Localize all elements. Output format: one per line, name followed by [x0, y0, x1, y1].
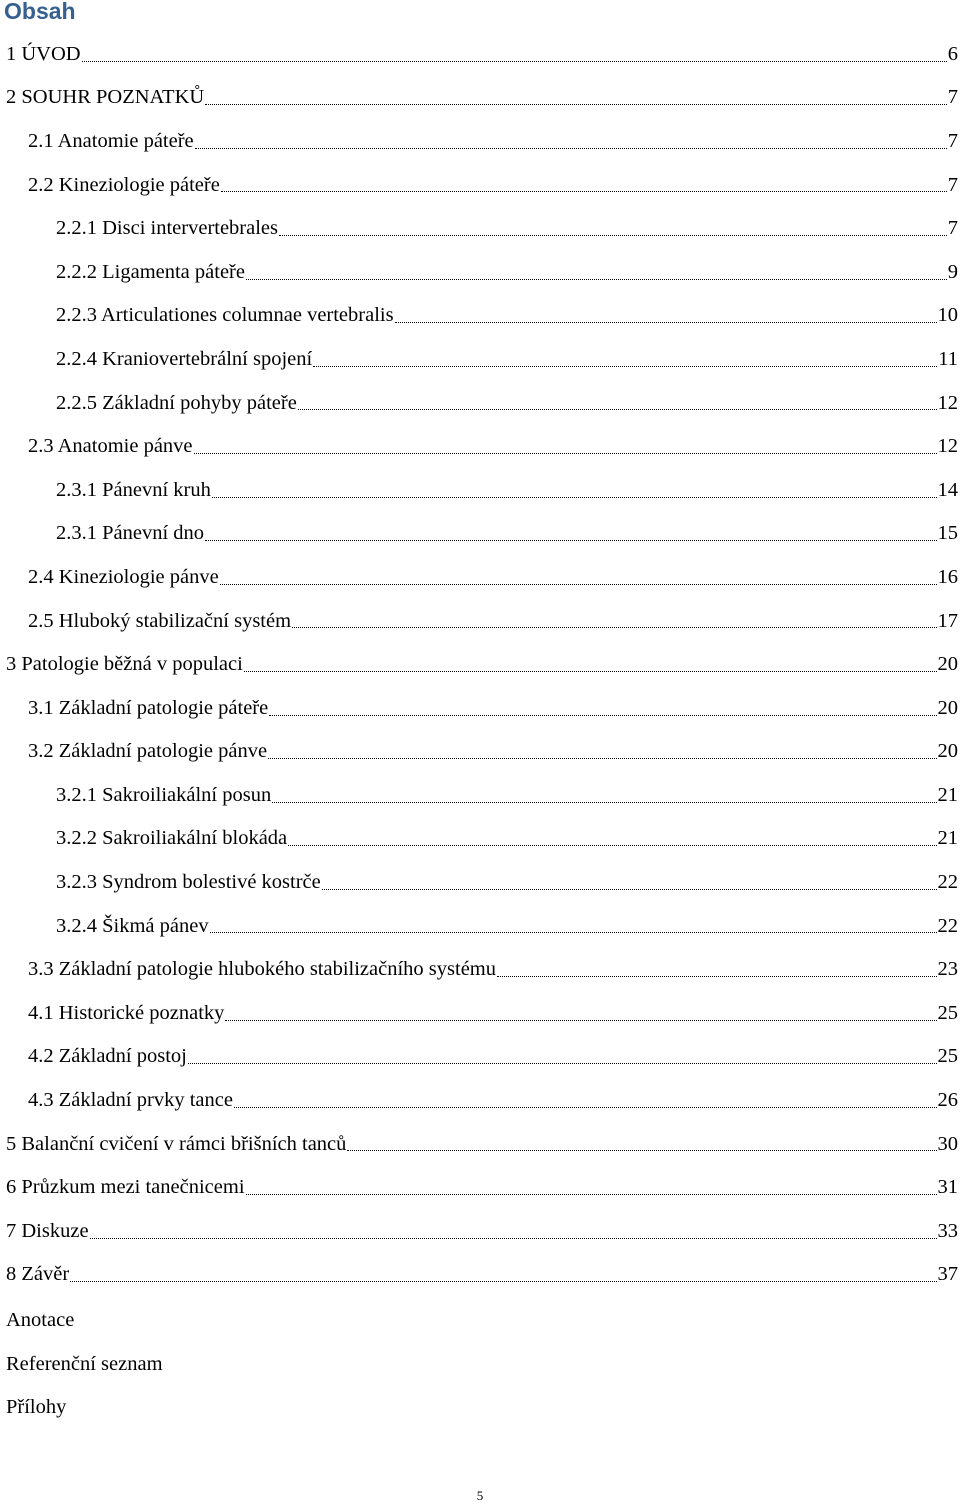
toc-entry-page: 21: [937, 827, 958, 850]
toc-entry-title: 2.3.1 Pánevní dno: [56, 522, 205, 545]
toc-entry-title: 7 Diskuze: [6, 1219, 89, 1242]
toc-entry-page: 23: [937, 958, 958, 981]
dot-leader: [205, 539, 936, 541]
toc-entry-title: 2.3.1 Pánevní kruh: [56, 478, 211, 501]
toc-entry[interactable]: [0, 555, 960, 599]
toc-entry-title: 3.1 Základní patologie páteře: [28, 696, 269, 719]
dot-leader: [313, 365, 937, 367]
toc-entry-page: 20: [937, 653, 958, 676]
toc-entry[interactable]: [0, 642, 960, 686]
toc-entry-page: 12: [937, 391, 958, 414]
toc-entry-page: 9: [947, 260, 958, 283]
toc-entry[interactable]: [0, 1122, 960, 1166]
toc-entry-page: 7: [947, 173, 958, 196]
toc-entry-title: 2.5 Hluboký stabilizační systém: [28, 609, 292, 632]
toc-entry-title: 2.3 Anatomie pánve: [28, 435, 193, 458]
toc-entry[interactable]: [0, 1253, 960, 1297]
toc-entry-page: 20: [937, 696, 958, 719]
toc-entry-page: 25: [937, 1045, 958, 1068]
toc-entry-title: 2.4 Kineziologie pánve: [28, 565, 219, 588]
toc-entry-title: 3.2 Základní patologie pánve: [28, 740, 268, 763]
toc-entry-page: 30: [937, 1132, 958, 1155]
dot-leader: [188, 1062, 937, 1064]
toc-entry[interactable]: [0, 294, 960, 338]
toc-entry[interactable]: [0, 991, 960, 1035]
toc-entry[interactable]: [0, 1165, 960, 1209]
toc-entry[interactable]: [0, 206, 960, 250]
toc-entry[interactable]: [0, 773, 960, 817]
toc-entry-title: 1 ÚVOD: [6, 42, 81, 65]
toc-entry-page: 21: [937, 783, 958, 806]
toc-entry-title: 2 SOUHR POZNATKŮ: [6, 86, 205, 109]
dot-leader: [234, 1106, 937, 1108]
toc-entry[interactable]: [0, 76, 960, 120]
dot-leader: [298, 408, 937, 410]
dot-leader: [212, 496, 937, 498]
toc-entry[interactable]: [0, 1078, 960, 1122]
toc-extra-item[interactable]: Referenční seznam: [6, 1352, 163, 1375]
toc-entry-title: 2.2.4 Kraniovertebrální spojení: [56, 347, 313, 370]
toc-entry-page: 6: [947, 42, 958, 65]
toc-entry[interactable]: [0, 860, 960, 904]
toc-entry[interactable]: [0, 1209, 960, 1253]
toc-extra-item[interactable]: Anotace: [6, 1309, 75, 1331]
toc-entry-title: 3.2.3 Syndrom bolestivé kostrče: [56, 871, 321, 894]
toc-entry-title: 2.1 Anatomie páteře: [28, 129, 194, 152]
toc-entry-page: 11: [938, 347, 958, 370]
toc-entry-page: 17: [937, 609, 958, 632]
dot-leader: [497, 975, 937, 977]
toc-entry[interactable]: [0, 337, 960, 381]
dot-leader: [221, 190, 947, 192]
toc-entry-page: 7: [947, 217, 958, 240]
toc-entry-page: 33: [937, 1219, 958, 1242]
toc-entry-page: 20: [937, 740, 958, 763]
dot-leader: [292, 626, 936, 628]
toc-entry[interactable]: [0, 424, 960, 468]
toc-entry-title: 2.2.3 Articulationes columnae vertebralis: [56, 304, 394, 327]
toc-entry[interactable]: [0, 599, 960, 643]
page-number: 5: [476, 1488, 484, 1503]
dot-leader: [70, 1280, 936, 1282]
toc-entry-page: 15: [937, 522, 958, 545]
dot-leader: [347, 1149, 936, 1151]
toc-entry[interactable]: [0, 686, 960, 730]
toc-entry[interactable]: [0, 1035, 960, 1079]
dot-leader: [90, 1237, 937, 1239]
dot-leader: [395, 321, 937, 323]
toc-entry-page: 12: [937, 435, 958, 458]
toc-entry-title: 4.1 Historické poznatky: [28, 1001, 225, 1024]
dot-leader: [288, 844, 936, 846]
dot-leader: [246, 1193, 937, 1195]
toc-entry-page: 25: [937, 1001, 958, 1024]
toc-entry-page: 16: [937, 565, 958, 588]
dot-leader: [205, 103, 947, 105]
toc-entry-page: 22: [937, 914, 958, 937]
toc-entry-page: 37: [937, 1263, 958, 1286]
dot-leader: [82, 60, 947, 62]
toc-extra-item[interactable]: Přílohy: [6, 1396, 67, 1419]
toc-entry-title: 3.2.1 Sakroiliakální posun: [56, 783, 272, 806]
toc-entry[interactable]: [0, 163, 960, 207]
toc-entry-title: 4.3 Základní prvky tance: [28, 1089, 233, 1112]
toc-entry[interactable]: [0, 250, 960, 294]
toc-entry-title: 3 Patologie běžná v populaci: [6, 653, 243, 676]
toc-entry-page: 7: [947, 129, 958, 152]
toc-entry-page: 26: [937, 1089, 958, 1112]
toc-entry[interactable]: [0, 512, 960, 556]
dot-leader: [194, 452, 937, 454]
dot-leader: [272, 801, 936, 803]
toc-entry-title: 2.2.2 Ligamenta páteře: [56, 260, 245, 283]
toc-entry-page: 31: [937, 1176, 958, 1199]
dot-leader: [210, 931, 937, 933]
toc-entry-title: 5 Balanční cvičení v rámci břišních tanců: [6, 1132, 347, 1155]
toc-entry-page: 10: [937, 304, 958, 327]
toc-entry[interactable]: [0, 381, 960, 425]
toc-entry-title: 4.2 Základní postoj: [28, 1045, 187, 1068]
dot-leader: [322, 888, 937, 890]
toc-entry-page: 22: [937, 871, 958, 894]
toc-entry[interactable]: [0, 32, 960, 76]
toc-entry-title: 6 Průzkum mezi tanečnicemi: [6, 1176, 245, 1199]
toc-entry-title: 2.2.1 Disci intervertebrales: [56, 217, 279, 240]
toc-entry-title: 3.2.2 Sakroiliakální blokáda: [56, 827, 288, 850]
dot-leader: [195, 147, 947, 149]
dot-leader: [225, 1019, 936, 1021]
dot-leader: [244, 670, 937, 672]
toc-entry[interactable]: [0, 730, 960, 774]
toc-entry-title: 2.2.5 Základní pohyby páteře: [56, 391, 297, 414]
toc-entry-title: 8 Závěr: [6, 1263, 70, 1286]
toc-entry[interactable]: [0, 904, 960, 948]
toc-entry-title: 3.3 Základní patologie hlubokého stabilizačního systému: [28, 958, 496, 981]
toc-entry[interactable]: [0, 817, 960, 861]
dot-leader: [279, 234, 947, 236]
toc-entry[interactable]: [0, 119, 960, 163]
toc-title: Obsah: [4, 0, 76, 24]
dot-leader: [246, 278, 947, 280]
dot-leader: [269, 714, 936, 716]
dot-leader: [268, 757, 936, 759]
toc-entry-title: 3.2.4 Šikmá pánev: [56, 914, 209, 937]
table-of-contents: [0, 32, 960, 1296]
toc-entry[interactable]: [0, 947, 960, 991]
dot-leader: [220, 583, 937, 585]
toc-entry-page: 14: [937, 478, 958, 501]
toc-entry-page: 7: [947, 86, 958, 109]
toc-entry[interactable]: [0, 468, 960, 512]
toc-entry-title: 2.2 Kineziologie páteře: [28, 173, 220, 196]
